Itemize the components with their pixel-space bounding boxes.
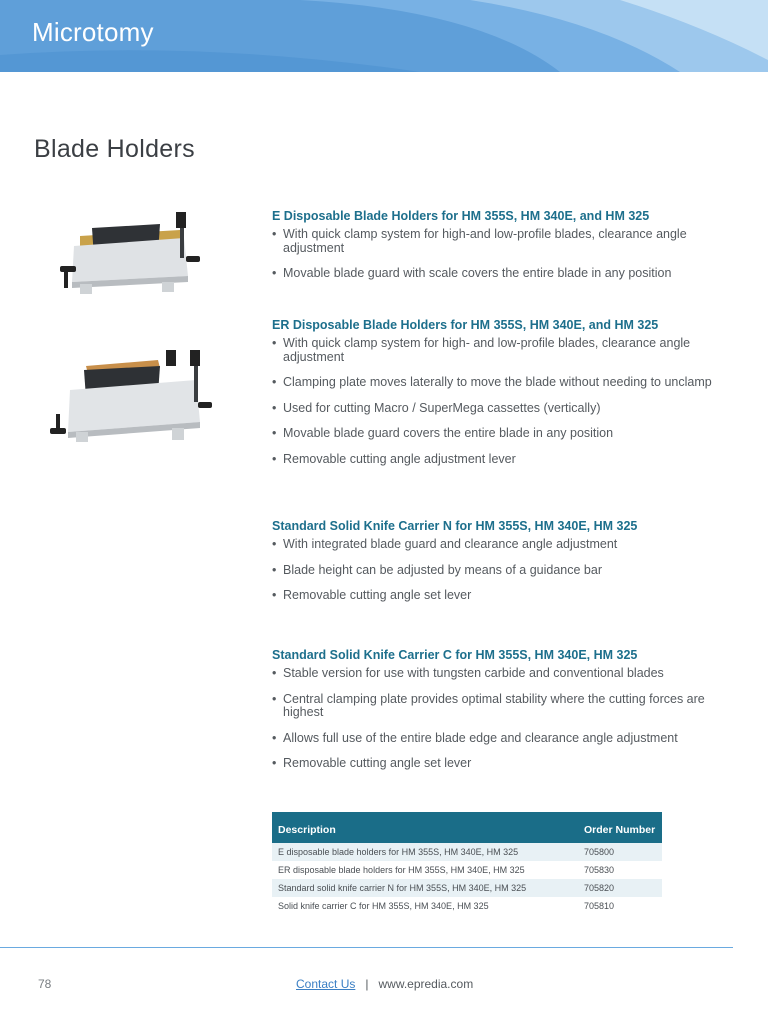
feature-item: • With quick clamp system for high- and low-profile blades, clearance angle adjustment [272, 337, 712, 364]
blade-holder-e-image [52, 208, 212, 298]
feature-item: • Removable cutting angle adjustment lever [272, 453, 712, 467]
feature-item: • Stable version for use with tungsten carbide and conventional blades [272, 667, 712, 681]
order-number-cell: 705810 [578, 897, 662, 915]
product-title: Standard Solid Knife Carrier N for HM 355S, HM 340E, HM 325 [272, 519, 638, 533]
product-title: Standard Solid Knife Carrier C for HM 355S, HM 340E, HM 325 [272, 648, 638, 662]
feature-list [272, 228, 712, 281]
description-cell: Standard solid knife carrier N for HM 355S, HM 340E, HM 325 [272, 879, 578, 897]
footer-divider [0, 947, 733, 948]
product-knife-carrier-n [272, 519, 712, 615]
website-link[interactable]: www.epredia.com [378, 977, 474, 991]
feature-item: • With integrated blade guard and clearance angle adjustment [272, 538, 712, 552]
page-title: Blade Holders [34, 134, 195, 163]
feature-list [272, 667, 712, 771]
product-title: ER Disposable Blade Holders for HM 355S, HM 340E, and HM 325 [272, 318, 659, 332]
table-row [272, 879, 662, 897]
feature-item: • Allows full use of the entire blade edge and clearance angle adjustment [272, 732, 712, 746]
feature-item: • With quick clamp system for high-and low-profile blades, clearance angle adjustment [272, 228, 712, 255]
blade-holder-er-image [46, 348, 216, 448]
footer-links [296, 977, 473, 991]
feature-item: • Removable cutting angle set lever [272, 589, 712, 603]
order-number-cell: 705820 [578, 879, 662, 897]
table-header-row [272, 812, 662, 843]
feature-item: • Movable blade guard covers the entire blade in any position [272, 427, 712, 441]
description-cell: E disposable blade holders for HM 355S, HM 340E, HM 325 [272, 843, 578, 861]
description-cell: Solid knife carrier C for HM 355S, HM 340E, HM 325 [272, 897, 578, 915]
page-number: 78 [38, 977, 52, 991]
table-row [272, 861, 662, 879]
feature-item: • Movable blade guard with scale covers the entire blade in any position [272, 267, 712, 281]
feature-item: • Blade height can be adjusted by means of a guidance bar [272, 564, 712, 578]
table-row [272, 843, 662, 861]
product-e-disposable [272, 209, 712, 293]
description-cell: ER disposable blade holders for HM 355S, HM 340E, HM 325 [272, 861, 578, 879]
table-row [272, 897, 662, 915]
feature-list [272, 538, 712, 603]
section-title: Microtomy [32, 17, 154, 47]
footer-separator: | [365, 977, 369, 991]
column-header-description: Description [272, 812, 578, 843]
product-er-disposable [272, 318, 712, 478]
feature-item: • Used for cutting Macro / SuperMega cassettes (vertically) [272, 402, 712, 416]
contact-us-link[interactable]: Contact Us [296, 977, 356, 991]
feature-list [272, 337, 712, 466]
product-title: E Disposable Blade Holders for HM 355S, HM 340E, and HM 325 [272, 209, 650, 223]
product-knife-carrier-c [272, 648, 712, 783]
feature-item: • Central clamping plate provides optimal stability where the cutting forces are highest [272, 693, 712, 720]
order-table [272, 812, 662, 915]
header-banner [0, 0, 768, 72]
order-number-cell: 705800 [578, 843, 662, 861]
feature-item: • Clamping plate moves laterally to move the blade without needing to unclamp [272, 376, 712, 390]
column-header-order-number: Order Number [578, 812, 662, 843]
feature-item: • Removable cutting angle set lever [272, 757, 712, 771]
order-number-cell: 705830 [578, 861, 662, 879]
